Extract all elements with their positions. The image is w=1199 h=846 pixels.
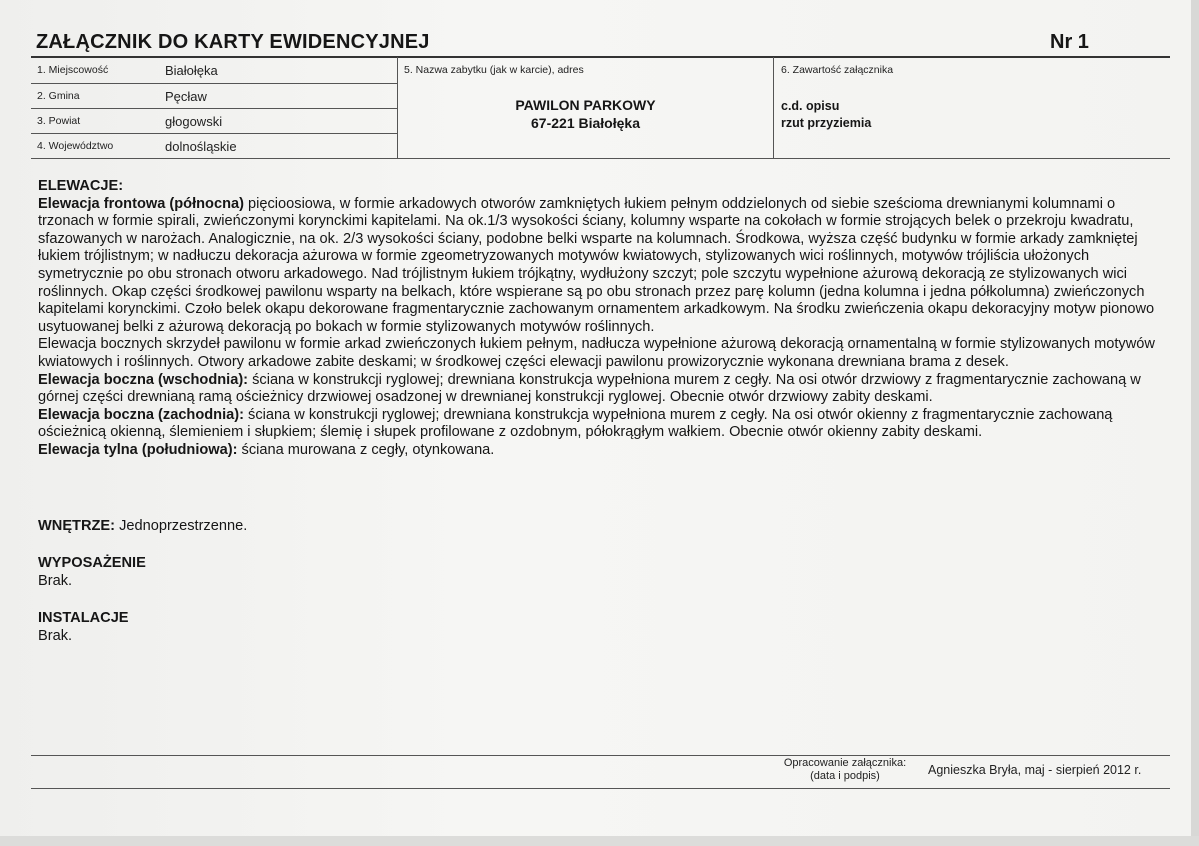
divider (31, 83, 397, 84)
location-value: Pęcław (165, 89, 207, 104)
footer-label-line: (data i podpis) (810, 770, 880, 782)
monument-name: PAWILON PARKOWY (515, 97, 656, 113)
divider (31, 108, 397, 109)
paragraph-text: ściana w konstrukcji ryglowej; drewniana konstrukcja wypełniona murem z cegły. Na osi otwór okienny z fragmentarycznie zachowaną ościeżnicą okienną, ślemieniem i słupkiem; ślemię i słupek profilowane z ozdobnym, półokrągłym wałkiem. Obecnie otwór okienny zabity deskami. (38, 406, 1113, 441)
equipment-section (38, 554, 146, 590)
footer-label-line: Opracowanie załącznika: (783, 757, 907, 769)
paragraph-title: Elewacja boczna (zachodnia): (38, 406, 244, 423)
section-heading: WNĘTRZE: (38, 518, 116, 534)
location-value: dolnośląskie (165, 139, 237, 154)
section-text: Brak. (38, 628, 73, 644)
location-label: 4. Województwo (37, 140, 114, 152)
section-heading: ELEWACJE: (38, 178, 124, 194)
page-edge (0, 836, 1199, 846)
location-label: 1. Miejscowość (37, 64, 109, 76)
divider (31, 788, 1170, 789)
monument-address: 67-221 Białołęka (531, 115, 640, 131)
paragraph-title: Elewacja tylna (południowa): (38, 441, 238, 458)
paragraph-text: pięcioosiowa, w formie arkadowych otworów zamkniętych łukiem pełnym oddzielonych od siebie sześcioma drewnianymi kolumnami o trzonach w formie spirali, zwieńczonymi korynckimi kapitelami. Na ok.1/3 wysokości ściany, kolumny wsparte na cokołach w formie strojących belek o przekroju kwadratu, sfazowanych w narożach. Analogicznie, na ok. 2/3 wysokości ściany, podobne belki wsparte na kolumnach. Środkowa, wyższa część budynku w formie arkady zamkniętej łukiem trójlistnym; w nadłuczu dekoracja ażurowa w formie zgeometryzowanych motywów kwiatowych, stylizowanych wici roślinnych, motywów trójliścia ułożonych symetrycznie po obu stronach otworu arkadowego. Nad trójlistnym łukiem trójkątny, wydłużony szczyt; pole szczytu wypełnione ażurową dekoracją ze stylizowanych wici roślinnych. Okap części środkowej pawilonu wsparty na belkach, które wspierane są po obu stronach przez parę kolumn (jedna kolumna i jedna półkolumna) zwieńczonych kapitelami korynckimi. Czoło belek okapu dekorowane fragmentarycznie zachowanym ornamentem arkadkowym. Na środku zwieńczenia okapu dekoracyjny motyw pionowo usytuowanej belki z ażurową dekoracją po bokach w formie stylizowanych motywów roślinnych. (38, 195, 1155, 335)
elevations-section (38, 178, 1168, 460)
page-edge (1191, 0, 1199, 846)
paragraph-text: ściana murowana z cegły, otynkowana. (237, 441, 495, 458)
location-label: 3. Powiat (37, 115, 81, 127)
contents-line: c.d. opisu (781, 99, 840, 113)
paragraph (38, 196, 1168, 337)
paragraph (38, 442, 1168, 460)
section-heading: WYPOSAŻENIE (38, 555, 146, 571)
paragraph-text: ściana w konstrukcji ryglowej; drewniana konstrukcja wypełniona murem z cegły. Na osi otwór drzwiowy z fragmentarycznie zachowaną w górnej części drewnianą ramą ościeżnicy drzwiowej osadzonej w drewnianej konstrukcji ryglowej. Obecnie otwór drzwiowy zabity deskami. (38, 371, 1141, 406)
paragraph (38, 407, 1168, 442)
paragraph: Elewacja bocznych skrzydeł pawilonu w formie arkad zwieńczonych łukiem pełnym, nadłucza wypełnione ażurową dekoracją ornamentalną w formie stylizowanych motywów kwiatowych i roślinnych. Otwory arkadowe zabite deskami; w środkowej części elewacji pawilonu prowizorycznie wykonana drewniana brama z desek. (38, 336, 1155, 370)
interior-section (38, 517, 247, 535)
section-text: Jednoprzestrzenne. (115, 518, 248, 534)
divider (31, 158, 1170, 159)
paragraph-title: Elewacja frontowa (północna) (38, 195, 244, 212)
divider (31, 133, 397, 134)
paragraph-title: Elewacja boczna (wschodnia): (38, 371, 249, 388)
contents-label: 6. Zawartość załącznika (781, 64, 894, 76)
divider (773, 57, 774, 158)
installations-section (38, 609, 129, 645)
footer-author: Agnieszka Bryła, maj - sierpień 2012 r. (928, 763, 1142, 777)
section-heading: INSTALACJE (38, 610, 129, 626)
divider (31, 755, 1170, 756)
paragraph (38, 372, 1168, 407)
contents-line: rzut przyziemia (781, 116, 872, 130)
location-value: głogowski (165, 114, 223, 129)
monument-label: 5. Nazwa zabytku (jak w karcie), adres (404, 64, 584, 76)
divider (31, 56, 1170, 58)
document-title: ZAŁĄCZNIK DO KARTY EWIDENCYJNEJ (36, 31, 430, 53)
footer-label (770, 757, 920, 783)
document-number: Nr 1 (1050, 31, 1089, 53)
location-label: 2. Gmina (37, 90, 80, 102)
location-value: Białołęka (165, 63, 218, 78)
section-text: Brak. (38, 573, 73, 589)
